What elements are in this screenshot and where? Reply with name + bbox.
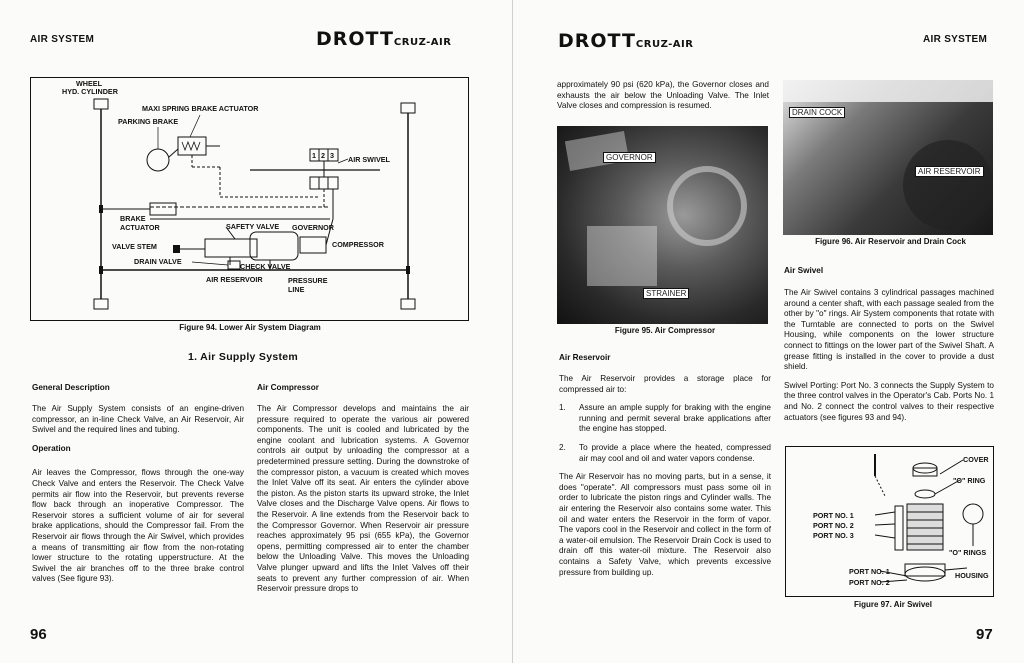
figure-96-caption: Figure 96. Air Reservoir and Drain Cock — [815, 237, 966, 246]
label-air-swivel: AIR SWIVEL — [348, 155, 390, 164]
label-parking-brake: PARKING BRAKE — [118, 117, 179, 126]
heading-air-swivel: Air Swivel — [784, 266, 824, 275]
wheel-cylinder-bl — [94, 299, 108, 309]
section-title: 1. Air Supply System — [188, 351, 299, 363]
intro-paragraph: approximately 90 psi (620 kPa), the Governor closes and exhausts the air below the Unloading Valve. The Inlet Valve closes and compression is resumed. — [557, 80, 769, 111]
figure-94-caption: Figure 94. Lower Air System Diagram — [179, 323, 321, 332]
figure-97-caption: Figure 97. Air Swivel — [854, 600, 932, 609]
label-safety-valve: SAFETY VALVE — [226, 222, 280, 231]
label-compressor: COMPRESSOR — [332, 240, 384, 249]
label-governor: GOVERNOR — [292, 223, 334, 232]
brand-main-right: DROTT — [558, 30, 636, 52]
label-housing: HOUSING — [955, 571, 989, 580]
tag-strainer: STRAINER — [643, 288, 689, 299]
right-brand-logo — [558, 30, 693, 52]
col2-text — [257, 404, 469, 603]
wheel-cylinder-br — [401, 299, 415, 309]
heading-general-description: General Description — [32, 383, 110, 392]
left-header-system: AIR SYSTEM — [30, 34, 95, 45]
label-line: LINE — [288, 285, 305, 294]
wheel-cylinder-tr — [401, 103, 415, 113]
label-drain-valve: DRAIN VALVE — [134, 257, 182, 266]
lower-air-system-diagram — [30, 77, 470, 322]
label-port-3: 3 — [330, 151, 334, 160]
left-page-number: 96 — [30, 626, 47, 643]
label-wheel: WHEEL — [76, 79, 102, 88]
right-page — [512, 0, 1024, 663]
tag-governor: GOVERNOR — [603, 152, 656, 163]
para-general: The Air Supply System consists of an engine-driven compressor, an in-line Check Valve, an Air Reservoir, Air Swivel and the required lines and tubing. — [32, 404, 244, 435]
air-compressor-photo — [557, 126, 768, 324]
brand-sub-right: CRUZ-AIR — [635, 39, 694, 50]
label-actuator: ACTUATOR — [120, 223, 160, 232]
label-o-ring: "O" RING — [953, 476, 986, 485]
right-page-number: 97 — [976, 626, 993, 643]
label-port-no-1: PORT NO. 1 — [813, 511, 854, 520]
figure-95-caption: Figure 95. Air Compressor — [614, 326, 716, 335]
label-hyd-cylinder: HYD. CYLINDER — [62, 87, 118, 96]
heading-operation: Operation — [32, 443, 71, 453]
list-item: 2. To provide a place where the heated, compressed air may cool and oil and water vapors condense. — [559, 442, 771, 463]
label-port-2: 2 — [321, 151, 325, 160]
label-port-no-1-lower: PORT NO. 1 — [849, 567, 890, 576]
label-port-no-2: PORT NO. 2 — [813, 521, 854, 530]
heading-air-reservoir: Air Reservoir — [559, 353, 611, 362]
swivel-text — [784, 288, 994, 431]
heading-air-compressor: Air Compressor — [257, 383, 319, 392]
label-o-rings: "O" RINGS — [949, 548, 987, 557]
reservoir-para: The Air Reservoir has no moving parts, but in a sense, it does "operate". All compressors must pass some oil in order to lubricate the piston rings and Cylinder walls. The air entering the Reservoir also contains some water. This oil and water enters the Reservoir in the form of vapor. The vapors cool in the Reservoir and collect in the form of a water-oil emulsion. The Reservoir Drain Cock is used to drain off this water-oil mixture. The Reservoir also contains a Safety Valve, which prevents excessive pressure from building up. — [559, 472, 771, 577]
reservoir-list — [559, 403, 771, 464]
air-swivel-diagram — [785, 446, 995, 598]
label-check-valve: CHECK VALVE — [240, 262, 291, 271]
tag-air-reservoir: AIR RESERVOIR — [915, 166, 984, 177]
swivel-para-2: Swivel Porting: Port No. 3 connects the Supply System to the three control valves in the Operator's Cab. Ports No. 1 and No. 2 connect the control valves to their respective actuators (see figures 93 and 94). — [784, 380, 994, 422]
brand-main: DROTT — [316, 28, 394, 50]
col1-text — [32, 404, 244, 593]
reservoir-intro: The Air Reservoir provides a storage place for compressed air to: — [559, 374, 771, 394]
label-port-1: 1 — [312, 151, 316, 160]
label-air-reservoir: AIR RESERVOIR — [206, 275, 263, 284]
tag-drain-cock: DRAIN COCK — [789, 107, 845, 118]
label-brake: BRAKE — [120, 214, 146, 223]
wheel-cylinder-tl — [94, 99, 108, 109]
para-compressor: The Air Compressor develops and maintains the air pressure required to operate the various air powered components. The unit is cooled and lubricated by the engine coolant and lubrication systems. A Governor controls air output by unloading the compressor at a predetermined pressure setting. During the downstroke of the compressor piston, a vacuum is created which moves the Inlet Valve off its seat. Air enters the cylinder above the piston. As the piston starts its upward stroke, the Inlet Valve closes and the Discharge Valve opens. Air flows to the Reservoir. A line extends from the Reservoir back to the Compressor Governor. When Reservoir air pressure reaches approximately 95 psi (655 kPa), the Governor opens, permitting compressed air to enter the chamber below the Unloading Valve. This moves the Unloading Valve plunger upward and lifts the Inlet Valves off their seats to prevent any further compression of air. When Reservoir pressure drops to — [257, 404, 469, 594]
label-maxi-spring: MAXI SPRING BRAKE ACTUATOR — [142, 104, 259, 113]
brand-sub: CRUZ-AIR — [393, 37, 452, 48]
swivel-para-1: The Air Swivel contains 3 cylindrical passages machined around a center shaft, with each passage sealed from the other by "o" rings. Air System components that rotate with the Turntable are connected to ports on the Swivel Housing, while components on the lower structure connect to fittings on the lower part of the Swivel Shaft. A grease fitting is installed in the cover to provide a dust shield. — [784, 288, 994, 372]
list-item: 1. Assure an ample supply for braking with the engine running and permit several brake applications after the engine has stopped. — [559, 403, 771, 434]
right-header-system: AIR SYSTEM — [923, 34, 988, 45]
left-brand-logo — [316, 28, 451, 50]
label-port-no-2-lower: PORT NO. 2 — [849, 578, 890, 587]
para-operation: Air leaves the Compressor, flows through the one-way Check Valve and enters the Reservoir. The Check Valve permits air flow into the Reservoir, but prevents reverse flow back through an inoperative Compressor. The Reservoir stores a sufficient volume of air for several brake applications, should the Compressor fail. From the Reservoir air flows through the Air Swivel, which provides a means of transmitting air flow from the non-rotating lower structure to the rotating upperstructure. At the Swivel the air branches off to the three brake control valves (See figure 93). — [32, 468, 244, 584]
reservoir-text — [559, 374, 771, 586]
label-port-no-3: PORT NO. 3 — [813, 531, 854, 540]
label-cover: COVER — [963, 455, 989, 464]
air-reservoir-photo — [783, 80, 993, 235]
label-valve-stem: VALVE STEM — [112, 242, 157, 251]
label-pressure: PRESSURE — [288, 276, 328, 285]
